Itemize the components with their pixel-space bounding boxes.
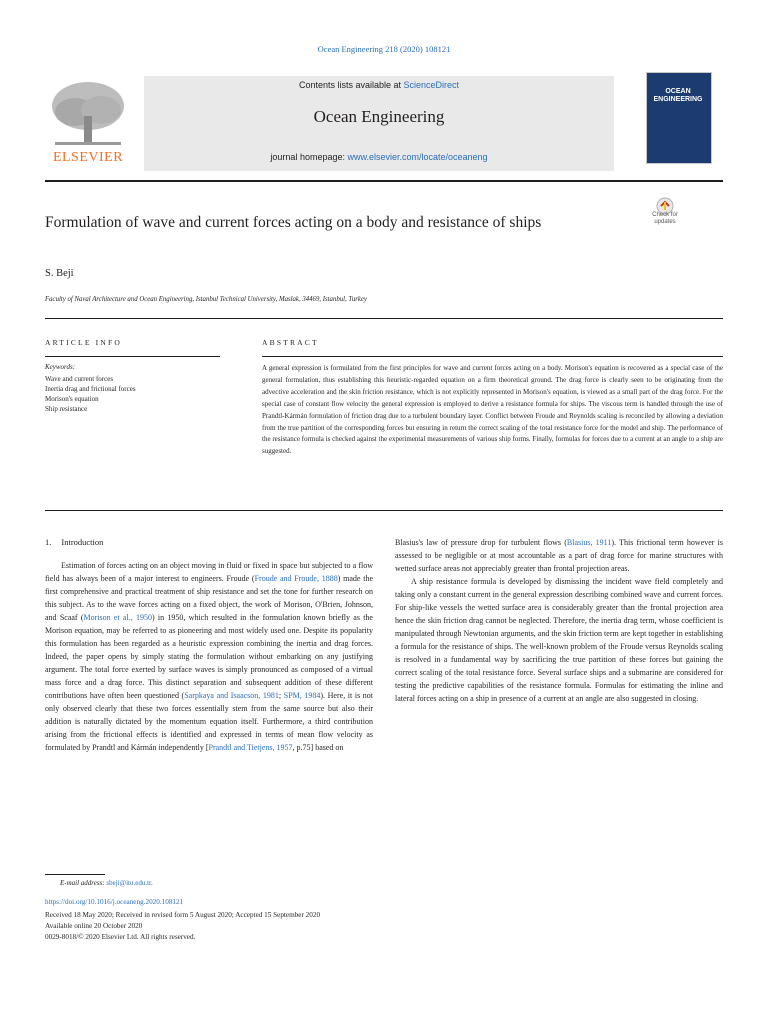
intro-paragraph-1 (45, 559, 373, 754)
paragraph-text: , p.75] based on (292, 743, 344, 752)
article-history (45, 910, 320, 943)
sciencedirect-link[interactable]: ScienceDirect (403, 80, 460, 90)
intro-paragraph-continued (395, 536, 723, 575)
contents-available-line (144, 80, 614, 90)
contents-prefix: Contents lists available at (298, 80, 404, 90)
journal-cover-title: OCEAN ENGINEERING (653, 88, 703, 103)
keyword-item: Ship resistance (45, 405, 88, 413)
keyword-item: Wave and current forces (45, 375, 114, 383)
citation-link[interactable]: Prandtl and Tietjens, 1957 (208, 743, 293, 752)
check-for-updates-label[interactable]: Check for updates (652, 212, 678, 225)
journal-cover-thumbnail[interactable] (646, 72, 712, 164)
intro-paragraph-2: A ship resistance formula is developed by dismissing the incident wave field completely and taking only a constant current in the general expression describing combined wave and current forces. For ship-like vessels the wetted surface area is considerably greater than the frontal projection area hence the skin friction drag cannot be neglected. Therefore, the inertia drag term, whose coefficient is manipulated through Newtonian arguments, and the skin friction term are kept together in establishing a formula for the resistance of ships. The well-known problem of the Froude versus Reynolds scaling is resolved in a fundamental way by sacrificing the true partition of these forces but gaining the correct scaling of the total resistance force. Several surface ships and a submarine are considered for testing the predictive capabilities of the resistance formula. Formulas for estimating the inline and lateral forces acting on a ship in presence of a current at an angle are also suggested in closing. (395, 577, 723, 703)
header-divider (45, 180, 723, 182)
abstract-bottom-rule (45, 510, 723, 511)
paragraph-text: ) in 1950, which resulted in the formulation known briefly as the Morison equation, may be referred to as pioneering and most widely used one. Despite its popularity this formulation has been regarded as a heuristic expression combining the inertia and drag forces. Indeed, the paper opens by simply stating the formulation without embarking on any justifying argument. The total force exerted by surface waves is simply pronounced as composed of a virtual mass force and a drag force. This distinct separation and subsequent addition of these different contributions have often been questioned ( (45, 613, 373, 700)
journal-citation-link[interactable]: Ocean Engineering 218 (2020) 108121 (317, 44, 451, 54)
article-info-heading: ARTICLE INFO (45, 338, 122, 347)
email-period: . (150, 879, 153, 887)
online-date: Available online 20 October 2020 (45, 922, 143, 930)
article-info-rule (45, 356, 220, 357)
body-column-right (395, 536, 723, 705)
paper-title: Formulation of wave and current forces acting on a body and resistance of ships (45, 214, 542, 231)
journal-homepage-link[interactable]: www.elsevier.com/locate/oceaneng (347, 152, 488, 162)
email-label: E-mail address: (60, 879, 105, 887)
doi-link[interactable]: https://doi.org/10.1016/j.oceaneng.2020.108121 (45, 898, 184, 906)
keywords-list (45, 374, 136, 414)
abstract-text: A general expression is formulated from the first principles for wave and current forces acting on a body. Morison's equation is recovered as a special case of the general formulation, thus establishing this heuristic-regarded equation on a firm theoretical ground. The drag force is clearly seen to be originating from the advective acceleration and the skin friction resistance, which is not explicitly represented in Morison's equation, is viewed as a small part of the drag force. For the special case of constant flow velocity the general expression is employed to derive a resistance formula for ships. The viscous term is handled through the use of Prandtl-Kármán formulation of friction drag due to a turbulent boundary layer. Conflict between Froude and Reynolds scaling is reconciled by allowing a deviation from the true partition of the corresponding forces but ensuring in return the correct scaling of the total resistance force for the model and ship. The performance of the resistance formula is checked against the experimental measurements of various ship forms. Finally, formulas for forces due to a current at an angle to a ship are suggested. (262, 364, 723, 456)
paragraph-text: ; (278, 691, 284, 700)
keyword-item: Morison's equation (45, 395, 99, 403)
keyword-item: Inertia drag and frictional forces (45, 385, 136, 393)
body-column-left (45, 536, 373, 754)
author-email-footnote (60, 879, 153, 887)
section-number: 1. (45, 537, 52, 547)
citation-link[interactable]: Froude and Froude, 1888 (254, 574, 338, 583)
abstract-heading: ABSTRACT (262, 338, 319, 347)
author-affiliation: Faculty of Naval Architecture and Ocean Engineering, Istanbul Technical University, Maslak, 34469, Istanbul, Turkey (45, 296, 367, 303)
section-title: Introduction (61, 537, 104, 547)
paragraph-text: ) made the first comprehensive and practical treatment of ship resistance and set the tone for further research on this subject. As to the wave forces acting on a fixed object, the work of Morison, O'Brien, Johnson, and Scaaf ( (45, 574, 374, 622)
paragraph-text: ). Here, it is not only observed clearly that these two forces essentially stem from the same source but also their addition is naturally dictated by the momentum equation itself. Furthermore, a third contribution arising from the frictional effects is identified and expressed in terms of mean flow velocity as formulated by Prandtl and Kármán independently [ (45, 691, 374, 752)
homepage-prefix: journal homepage: (270, 152, 348, 162)
elsevier-wordmark: ELSEVIER (52, 150, 124, 165)
section-divider (45, 318, 723, 319)
abstract-rule (262, 356, 723, 357)
keywords-label: Keywords: (45, 363, 76, 371)
journal-title: Ocean Engineering (313, 107, 445, 126)
footnote-rule (45, 874, 105, 875)
received-dates: Received 18 May 2020; Received in revised form 5 August 2020; Accepted 15 September 2020 (45, 911, 321, 919)
journal-homepage-line (144, 152, 614, 162)
author-name[interactable]: S. Beji (45, 268, 74, 279)
citation-link[interactable]: Morison et al., 1950 (83, 613, 152, 622)
author-email-link[interactable]: sbeji@itu.edu.tr (106, 879, 151, 887)
introduction-heading (45, 536, 373, 549)
citation-link[interactable]: SPM, 1984 (283, 691, 321, 700)
citation-link[interactable]: Blasius, 1911 (566, 538, 612, 547)
copyright-notice: 0029-8018/© 2020 Elsevier Ltd. All rights reserved. (45, 933, 196, 941)
paragraph-text: Blasius's law of pressure drop for turbulent flows ( (395, 538, 567, 547)
paragraph-text: Estimation of forces acting on an object moving in fluid or fixed in space but subjected to a flow field has always been of a major interest to engineers. Froude ( (45, 561, 373, 583)
paragraph-text: ). This frictional term however is assessed to be negligible or at most accountable as a part of drag force for marine structures with wetted surface areas not appreciably greater than frontal projection areas. (395, 538, 723, 573)
citation-link[interactable]: Sarpkaya and Isaacson, 1981 (184, 691, 279, 700)
